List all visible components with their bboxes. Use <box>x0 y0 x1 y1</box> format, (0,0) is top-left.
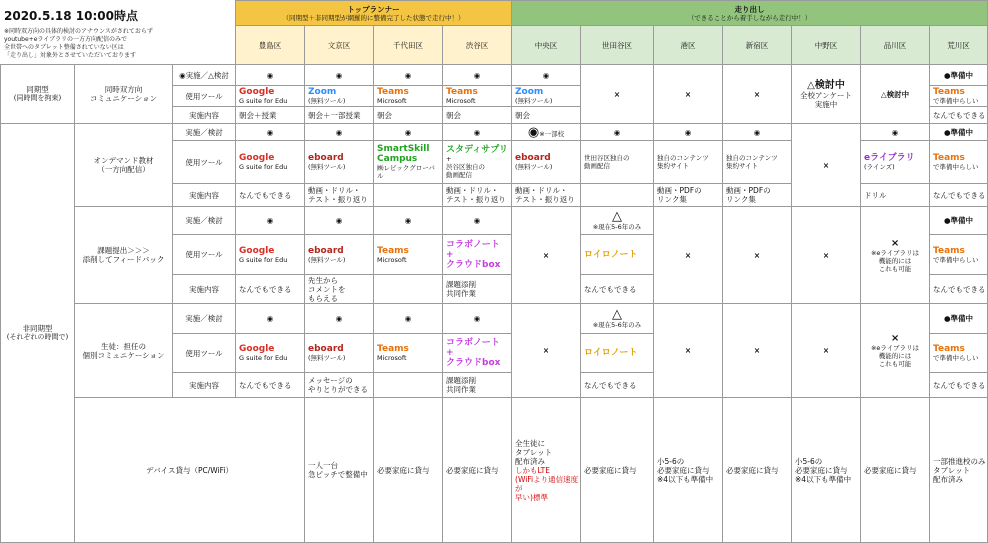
status-mark: ◉ <box>861 124 930 141</box>
cross-mark: × <box>654 304 723 398</box>
row-label-tool: 使用ツール <box>173 141 236 184</box>
tool-cell: コラボノート + クラウドbox <box>443 334 512 373</box>
arakawa-status: ●準備中 <box>930 304 988 334</box>
content-cell: なんでもできる <box>236 184 305 207</box>
ward-header: 渋谷区 <box>443 26 512 65</box>
content-cell: 朝会＋一部授業 <box>305 107 374 124</box>
cross-mark: × <box>512 207 581 304</box>
tool-cell: 独自のコンテンツ 集約サイト <box>723 141 792 184</box>
tool-cell: Teams Microsoft <box>443 86 512 107</box>
tool-cell: ロイロノート <box>581 334 654 373</box>
content-cell: なんでもできる <box>930 275 988 304</box>
row-label-tool: 使用ツール <box>173 86 236 107</box>
content-cell: なんでもできる <box>930 373 988 398</box>
device-cell: 必要家庭に貸与 <box>374 398 443 543</box>
tool-cell: SmartSkill Campus ㈱レビックグローバル <box>374 141 443 184</box>
ward-header: 豊島区 <box>236 26 305 65</box>
row-label-status: 実施／検討 <box>173 207 236 235</box>
tool-cell: Google G suite for Edu <box>236 141 305 184</box>
device-row-label: デバイス貸与（PC/WiFi） <box>75 398 305 543</box>
status-mark: ◉ <box>236 207 305 235</box>
content-cell: 動画・ドリル・ テスト・振り返り <box>512 184 581 207</box>
row-label-tool: 使用ツール <box>173 334 236 373</box>
row-label-status: 実施／検討 <box>173 124 236 141</box>
cross-mark: × <box>792 124 861 207</box>
shinagawa-cell: × ※eライブラリは 機能的には これも可能 <box>861 304 930 398</box>
content-cell: 動画・ドリル・ テスト・振り返り <box>305 184 374 207</box>
cross-mark: × <box>581 65 654 124</box>
tool-cell: コラボノート + クラウドbox <box>443 235 512 275</box>
content-cell: なんでもできる <box>581 373 654 398</box>
cross-mark: × <box>723 65 792 124</box>
status-mark: ◉ <box>443 65 512 86</box>
tool-cell: eboard (無料ツール) <box>305 141 374 184</box>
setagaya-status: △ ※現在5-6年のみ <box>581 207 654 235</box>
status-mark: ◉ <box>374 304 443 334</box>
device-cell: 必要家庭に貸与 <box>861 398 930 543</box>
tool-cell: eboard (無料ツール) <box>512 141 581 184</box>
shinagawa-sync-cell: △検討中 <box>861 65 930 124</box>
status-mark: ◉ <box>305 65 374 86</box>
row-label-content: 実施内容 <box>173 107 236 124</box>
content-cell: メッセージの やりとりができる <box>305 373 374 398</box>
content-cell: 動画・ドリル・ テスト・振り返り <box>443 184 512 207</box>
category-assignment: 課題提出＞＞＞ 添削してフィードバック <box>75 207 173 304</box>
cross-mark: × <box>654 65 723 124</box>
arakawa-status: ●準備中 <box>930 65 988 86</box>
status-mark: ◉ <box>305 124 374 141</box>
device-cell: 全生徒に タブレット 配布済み しかもLTE (WiFiより通信速度が 早い)標準 <box>512 398 581 543</box>
ward-header: 港区 <box>654 26 723 65</box>
content-cell: 朝会 <box>374 107 443 124</box>
tool-cell: 世田谷区独自の 動画配信 <box>581 141 654 184</box>
shinagawa-cell: × ※eライブラリは 機能的には これも可能 <box>861 207 930 304</box>
tool-cell: Google G suite for Edu <box>236 86 305 107</box>
row-label-content: 実施内容 <box>173 275 236 304</box>
content-cell: 課題添削 共同作業 <box>443 373 512 398</box>
content-cell: 朝会 <box>443 107 512 124</box>
status-mark: ◉ <box>512 65 581 86</box>
ward-header: 荒川区 <box>930 26 988 65</box>
tool-cell: Teams で準備中らしい <box>930 235 988 275</box>
cross-mark: × <box>512 304 581 398</box>
ward-header: 中野区 <box>792 26 861 65</box>
header-note: ※同時双方向の具体的検討のアナウンスがされておらず youtube+eライブラリの一方方向配信のみで 全世帯へのタブレット整備されていない区は 「走り出し」対象外とさせていただいております <box>4 28 153 59</box>
tool-cell: eboard (無料ツール) <box>305 334 374 373</box>
device-cell: 必要家庭に貸与 <box>443 398 512 543</box>
row-label-status: ◉実施／△検討 <box>173 65 236 86</box>
tool-cell: Google G suite for Edu <box>236 334 305 373</box>
tool-cell: Teams Microsoft <box>374 235 443 275</box>
tool-cell: Teams で準備中らしい <box>930 86 988 107</box>
type-sync: 同期型 (同時間を拘束) <box>1 65 75 124</box>
content-cell: なんでもできる <box>930 107 988 124</box>
ward-header: 品川区 <box>861 26 930 65</box>
content-cell <box>374 373 443 398</box>
ward-header: 千代田区 <box>374 26 443 65</box>
cross-mark: × <box>792 207 861 304</box>
tool-cell: eboard (無料ツール) <box>305 235 374 275</box>
tool-cell: Teams Microsoft <box>374 86 443 107</box>
status-mark: ◉ <box>443 124 512 141</box>
category-communication: 生徒：担任の 個別コミュニケーション <box>75 304 173 398</box>
status-mark: ◉ <box>723 124 792 141</box>
content-cell: なんでもできる <box>236 275 305 304</box>
content-cell <box>374 275 443 304</box>
status-mark: ◉ <box>374 207 443 235</box>
status-mark: ◉ <box>443 304 512 334</box>
page-title: 2020.5.18 10:00時点 <box>4 9 138 23</box>
group-header-running: 走り出し （できることから着手しながら走行中！） <box>512 1 988 26</box>
cross-mark: × <box>723 304 792 398</box>
content-cell: 動画・PDFの リンク集 <box>723 184 792 207</box>
nakano-sync-cell: △検討中 全校アンケート 実施中 <box>792 65 861 124</box>
category-ondemand: オンデマンド教材 （一方向配信） <box>75 124 173 207</box>
status-mark: ◉ <box>305 207 374 235</box>
row-label-tool: 使用ツール <box>173 235 236 275</box>
tool-cell: Zoom (無料ツール) <box>305 86 374 107</box>
tool-cell: Google G suite for Edu <box>236 235 305 275</box>
content-cell: 朝会 <box>512 107 581 124</box>
tool-cell: Teams で準備中らしい <box>930 141 988 184</box>
group-header-top-runner: トップランナー （同期型＋非同期型が網羅的に整備完了した状態で走行中！） <box>236 1 512 26</box>
content-cell <box>374 184 443 207</box>
device-cell: 小5-6の 必要家庭に貸与 ※4以下も準備中 <box>654 398 723 543</box>
row-label-content: 実施内容 <box>173 184 236 207</box>
content-cell: なんでもできる <box>930 184 988 207</box>
tool-cell: Zoom (無料ツール) <box>512 86 581 107</box>
category-sync: 同時双方向 コミュニケーション <box>75 65 173 124</box>
status-mark: ◉※一部校 <box>512 124 581 141</box>
status-mark: ◉ <box>581 124 654 141</box>
row-label-status: 実施／検討 <box>173 304 236 334</box>
cross-mark: × <box>723 207 792 304</box>
status-mark: ◉ <box>236 65 305 86</box>
tool-cell: eライブラリ (ラインズ) <box>861 141 930 184</box>
setagaya-status: △ ※現在5-6年のみ <box>581 304 654 334</box>
content-cell: 先生から コメントを もらえる <box>305 275 374 304</box>
arakawa-status: ●準備中 <box>930 124 988 141</box>
content-cell: なんでもできる <box>236 373 305 398</box>
cross-mark: × <box>792 304 861 398</box>
device-cell: 必要家庭に貸与 <box>723 398 792 543</box>
tool-cell: スタディサプリ + 渋谷区独自の 動画配信 <box>443 141 512 184</box>
row-label-content: 実施内容 <box>173 373 236 398</box>
cross-mark: × <box>654 207 723 304</box>
type-async: 非同期型 (それぞれの時間で) <box>1 124 75 543</box>
content-cell: 動画・PDFの リンク集 <box>654 184 723 207</box>
content-cell: 朝会＋授業 <box>236 107 305 124</box>
content-cell: 課題添削 共同作業 <box>443 275 512 304</box>
content-cell: なんでもできる <box>581 275 654 304</box>
ward-header: 新宿区 <box>723 26 792 65</box>
status-mark: ◉ <box>654 124 723 141</box>
content-cell <box>581 184 654 207</box>
tool-cell: 独自のコンテンツ 集約サイト <box>654 141 723 184</box>
device-cell: 一人一台 急ピッチで整備中 <box>305 398 374 543</box>
tool-cell: ロイロノート <box>581 235 654 275</box>
status-mark: ◉ <box>374 124 443 141</box>
ward-header: 中央区 <box>512 26 581 65</box>
device-cell: 一部推進校のみ タブレット 配布済み <box>930 398 988 543</box>
status-mark: ◉ <box>443 207 512 235</box>
status-mark: ◉ <box>236 304 305 334</box>
ward-header: 文京区 <box>305 26 374 65</box>
device-cell: 小5-6の 必要家庭に貸与 ※4以下も準備中 <box>792 398 861 543</box>
status-mark: ◉ <box>236 124 305 141</box>
arakawa-status: ●準備中 <box>930 207 988 235</box>
status-mark: ◉ <box>374 65 443 86</box>
ward-header: 世田谷区 <box>581 26 654 65</box>
status-mark: ◉ <box>305 304 374 334</box>
tool-cell: Teams Microsoft <box>374 334 443 373</box>
content-cell: ドリル <box>861 184 930 207</box>
tool-cell: Teams で準備中らしい <box>930 334 988 373</box>
device-cell: 必要家庭に貸与 <box>581 398 654 543</box>
